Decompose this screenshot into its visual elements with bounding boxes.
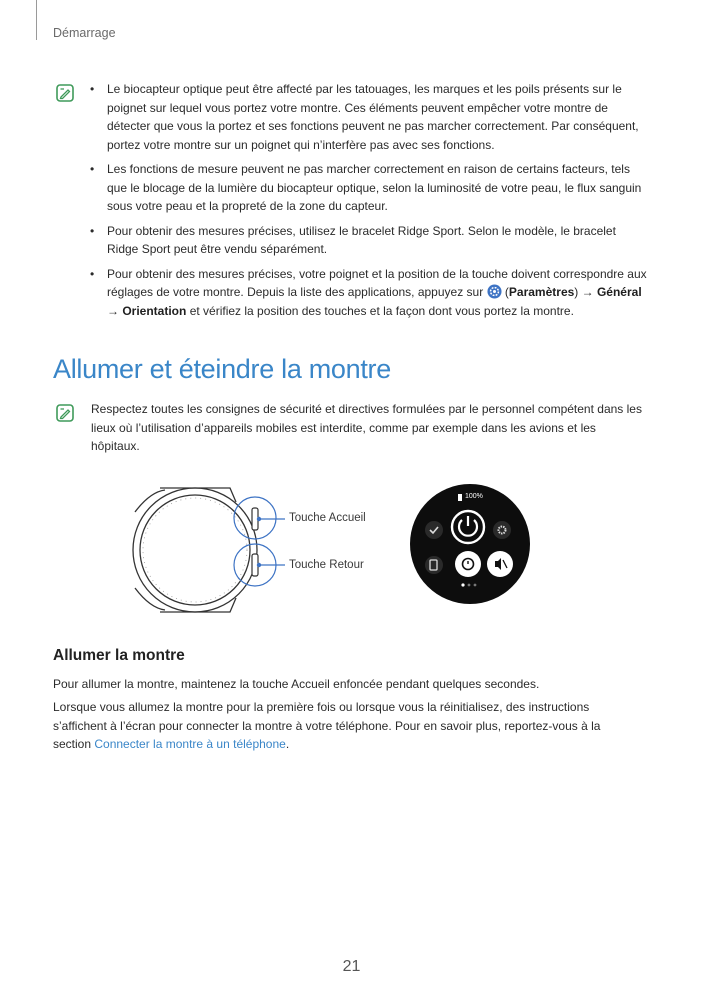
settings-app-icon	[487, 284, 502, 299]
note-bullet-text: Pour obtenir des mesures précises, votre poignet et la position de la touche doivent correspondre aux réglages de votre montre. Depuis la liste des applications, appuyez sur	[107, 266, 647, 299]
watch-figure	[0, 480, 703, 620]
arrow-separator: →	[107, 303, 123, 318]
paragraph-end: .	[285, 737, 290, 751]
paragraph-text: Lorsque vous allumez la montre pour la première fois ou lorsque vous la réinitialisez, des instructions s’affichent à l’écran pour connecter la montre à votre téléphone. Pour en savoir plus, reportez-vous à la section	[53, 700, 601, 751]
general-label: Général	[596, 285, 642, 299]
arrow-separator: ) →	[574, 285, 597, 299]
battery-level: 100%	[465, 493, 483, 500]
safety-note: Respectez toutes les consignes de sécurité et directives formulées par le personnel compétent dans les lieux où l’utilisation d’appareils mobiles est interdite, comme par exemple dans les avions et les hôpitaux.	[91, 402, 642, 453]
watch-illustration	[0, 480, 703, 620]
header-rule	[36, 0, 37, 40]
note-bullet: • Le biocapteur optique peut être affecté par les tatouages, les marques et les poils présents sur le poignet sur lequel vous portez votre montre. Ces éléments peuvent empêcher votre montre de détecter que vous la portez et ses fonctions peuvent ne pas marcher correctement. Par conséquent, portez votre montre sur un poignet qui n’interfère pas avec ses fonctions.	[88, 80, 648, 154]
paragraph	[53, 698, 633, 754]
connect-watch-link[interactable]: Connecter la montre à un téléphone	[94, 737, 286, 751]
page-number: 21	[342, 958, 361, 975]
note-icon	[56, 404, 74, 422]
note-bullet	[88, 265, 648, 321]
note-bullet-text-end: et vérifiez la position des touches et la façon dont vous portez la montre.	[186, 303, 574, 318]
callout-home-key: Touche Accueil	[289, 512, 366, 524]
note-bullets	[88, 80, 648, 326]
paren-open: (	[501, 285, 509, 299]
note-icon	[56, 84, 74, 102]
section-label: Démarrage	[53, 26, 116, 40]
note-bullet: • Les fonctions de mesure peuvent ne pas marcher correctement en raison de certains facteurs, tels que le blocage de la lumière du biocapteur optique, selon la luminosité de votre peau, le flux sanguin sous votre peau et la propreté de la zone du capteur.	[88, 160, 648, 216]
callout-back-key: Touche Retour	[289, 559, 364, 571]
section-heading: Allumer et éteindre la montre	[53, 354, 391, 384]
settings-label: Paramètres	[508, 285, 575, 299]
subheading: Allumer la montre	[53, 647, 185, 664]
note-bullet: • Pour obtenir des mesures précises, utilisez le bracelet Ridge Sport. Selon le modèle, le bracelet Ridge Sport peut être vendu séparément.	[88, 222, 648, 259]
paragraph: Pour allumer la montre, maintenez la touche Accueil enfoncée pendant quelques secondes.	[53, 677, 540, 691]
orientation-label: Orientation	[122, 303, 187, 318]
